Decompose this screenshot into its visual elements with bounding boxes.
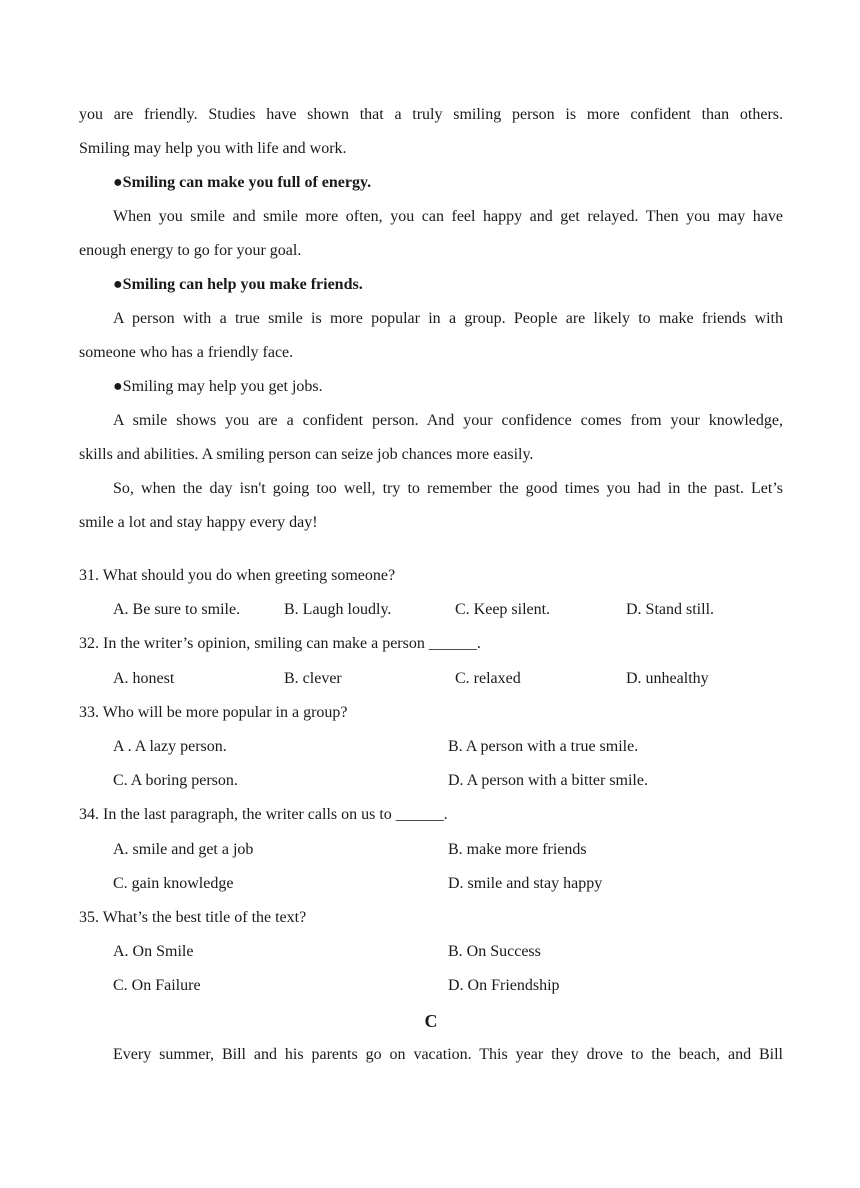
option-b: B. Laugh loudly. xyxy=(284,601,392,619)
option-d: D. On Friendship xyxy=(448,977,560,995)
options-row xyxy=(79,867,783,901)
subheading: ●Smiling can make you full of energy. xyxy=(113,174,372,191)
question-stem: 34. In the last paragraph, the writer calls on us to ______. xyxy=(79,806,448,824)
spacer xyxy=(79,540,783,559)
paragraph-line: A smile shows you are a confident person. And your confidence comes from your knowledge, xyxy=(113,412,783,429)
option-b: B. clever xyxy=(284,669,342,687)
option-c: C. A boring person. xyxy=(113,772,238,790)
paragraph-line: A person with a true smile is more popular in a group. People are likely to make friends with xyxy=(113,310,783,327)
paragraph-line: you are friendly. Studies have shown that a truly smiling person is more confident than others. xyxy=(79,106,783,123)
subheading: ●Smiling can help you make friends. xyxy=(113,276,363,293)
question-stem: 35. What’s the best title of the text? xyxy=(79,909,307,927)
option-b: B. On Success xyxy=(448,943,541,961)
paragraph-line: Smiling may help you with life and work. xyxy=(79,140,347,157)
section-title: C xyxy=(424,1010,438,1031)
option-c: C. gain knowledge xyxy=(113,874,234,892)
option-b: B. make more friends xyxy=(448,840,587,858)
option-a: A . A lazy person. xyxy=(113,738,227,756)
paragraph-line: someone who has a friendly face. xyxy=(79,344,294,361)
subheading: ●Smiling may help you get jobs. xyxy=(113,378,323,395)
page-content xyxy=(79,98,783,1072)
options-row xyxy=(79,833,783,867)
option-c: C. Keep silent. xyxy=(455,601,551,619)
option-c: C. relaxed xyxy=(455,669,521,687)
option-c: C. On Failure xyxy=(113,977,201,995)
option-a: A. On Smile xyxy=(113,943,194,961)
paragraph-line: Every summer, Bill and his parents go on vacation. This year they drove to the beach, and Bill xyxy=(113,1045,783,1063)
question-stem: 33. Who will be more popular in a group? xyxy=(79,703,348,721)
options-row xyxy=(79,593,783,627)
paragraph-line: enough energy to go for your goal. xyxy=(79,242,302,259)
options-row xyxy=(79,935,783,969)
paragraph-line: When you smile and smile more often, you can feel happy and get relayed. Then you may have xyxy=(113,208,783,225)
paragraph-line: skills and abilities. A smiling person can seize job chances more easily. xyxy=(79,446,534,463)
option-b: B. A person with a true smile. xyxy=(448,738,639,756)
paragraph-line: So, when the day isn't going too well, try to remember the good times you had in the past. Let’s xyxy=(113,480,783,497)
options-row xyxy=(79,969,783,1003)
option-a: A. honest xyxy=(113,669,175,687)
option-a: A. Be sure to smile. xyxy=(113,601,241,619)
option-d: D. smile and stay happy xyxy=(448,874,603,892)
option-d: D. unhealthy xyxy=(626,669,709,687)
options-row xyxy=(79,730,783,764)
option-d: D. Stand still. xyxy=(626,601,715,619)
paragraph-line: smile a lot and stay happy every day! xyxy=(79,514,318,531)
option-d: D. A person with a bitter smile. xyxy=(448,772,648,790)
options-row xyxy=(79,662,783,696)
option-a: A. smile and get a job xyxy=(113,840,254,858)
question-stem: 32. In the writer’s opinion, smiling can make a person ______. xyxy=(79,635,481,653)
options-row xyxy=(79,764,783,798)
question-stem: 31. What should you do when greeting someone? xyxy=(79,567,396,584)
